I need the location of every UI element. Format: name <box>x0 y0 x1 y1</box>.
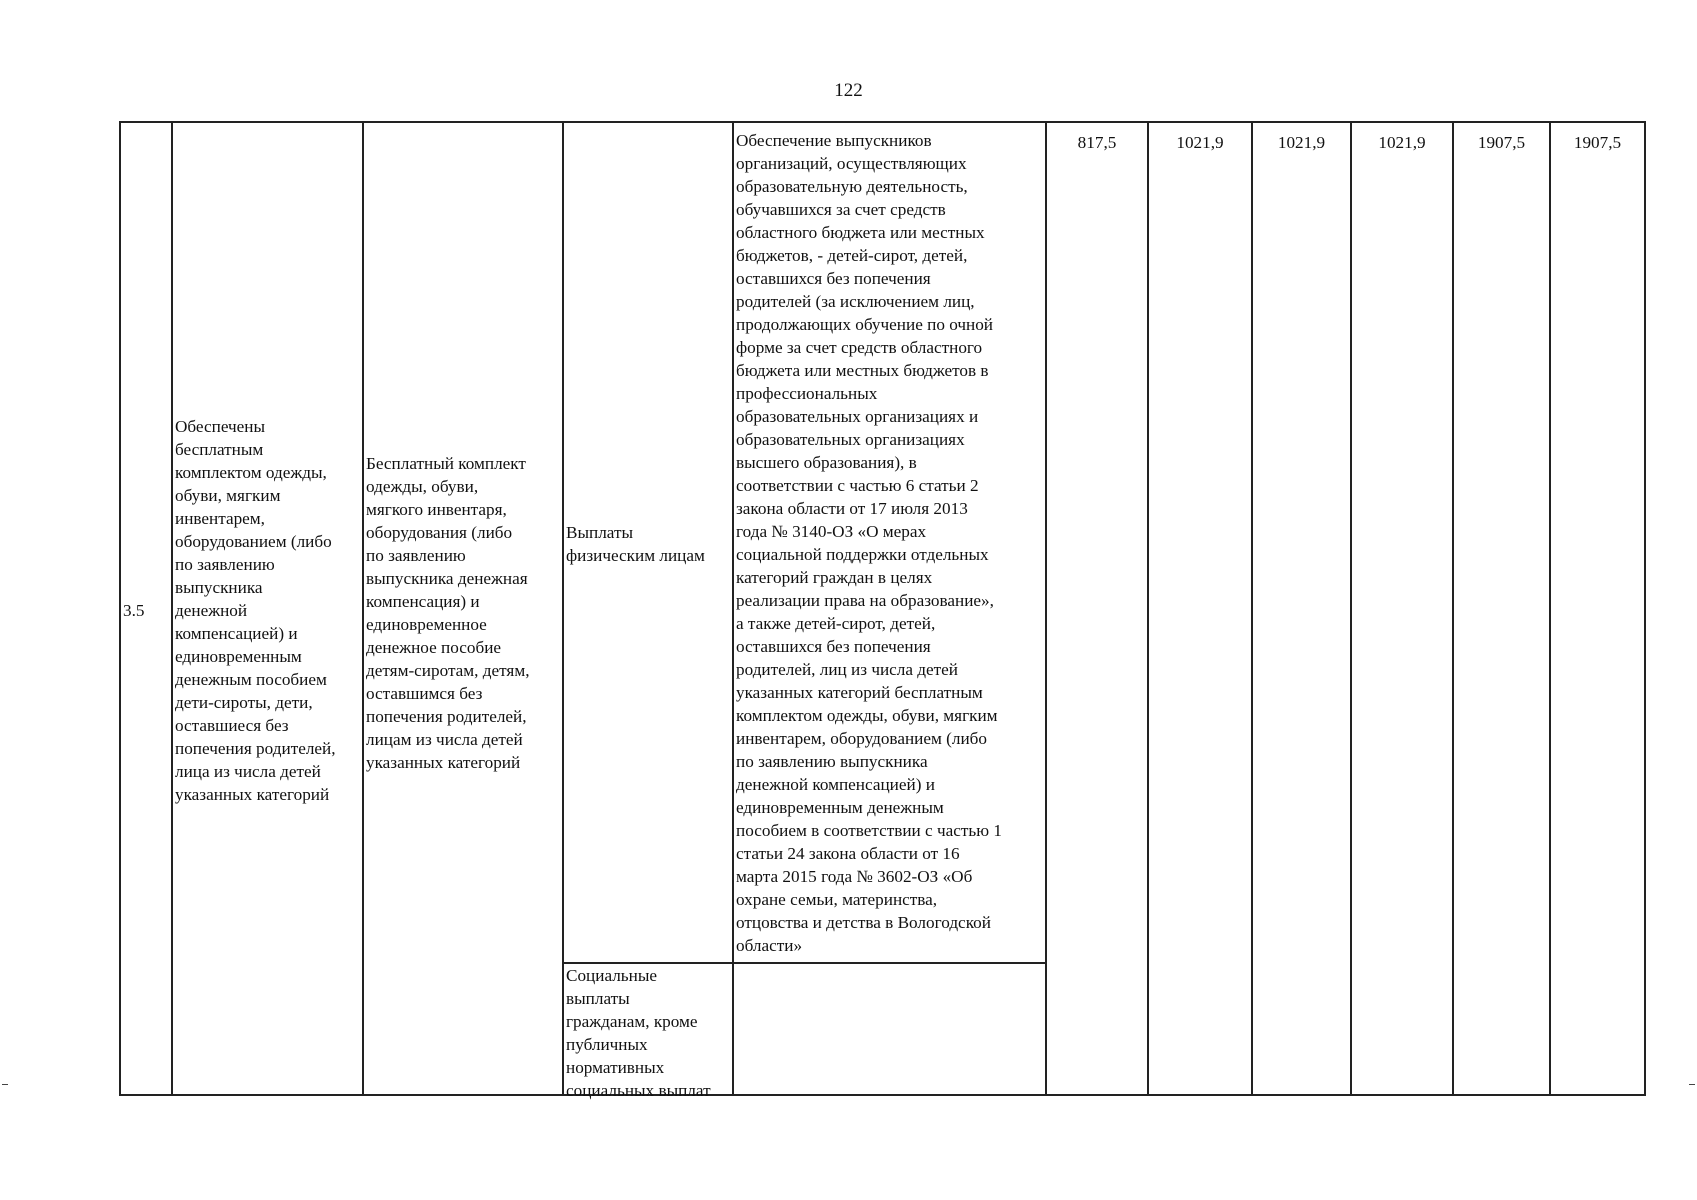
value-cell: 1021,9 <box>1277 133 1326 152</box>
page-number: 122 <box>834 80 863 101</box>
payment-type-cell: Социальные выплаты гражданам, кроме публичных нормативных социальных выплат <box>566 966 711 1100</box>
value-cell: 1907,5 <box>1477 133 1526 152</box>
scan-edge-mark <box>1689 1084 1695 1085</box>
value-cell: 1021,9 <box>1176 133 1224 152</box>
result-cell: Обеспечены бесплатным комплектом одежды, обуви, мягким инвентарем, оборудованием (либо по заявлению выпускника денежной компенсацией) и единовременным денежным пособием дети-сироты, дети, оставшиеся без попечения родителей, лица из числа детей указанных категорий <box>175 417 336 804</box>
column-divider <box>1350 123 1352 1094</box>
column-divider <box>562 123 564 1094</box>
column-divider <box>1251 123 1253 1094</box>
description-cell: Обеспечение выпускников организаций, осуществляющих образовательную деятельность, обучавшихся за счет средств областного бюджета или местных бюджетов, - детей-сирот, детей, оставшихся без попечения родителей (за исключением лиц, продолжающих обучение по очной форме за счет средств областного бюджета или местных бюджетов в профессиональных образовательных организациях и образовательных организациях высшего образования), в соответствии с частью 6 статьи 2 закона области от 17 июля 2013 года № 3140-ОЗ «О мерах социальной поддержки отдельных категорий граждан в целях реализации права на образование», а также детей-сирот, детей, оставшихся без попечения родителей, лиц из числа детей указанных категорий бесплатным комплектом одежды, обуви, мягким инвентарем, оборудованием (либо по заявлению выпускника денежной компенсацией) и единовременным денежным пособием в соответствии с частью 1 статьи 24 закона области от 16 марта 2015 года № 3602-ОЗ «Об охране семьи, материнства, отцовства и детства в Вологодской области» <box>736 131 1002 955</box>
column-divider <box>1452 123 1454 1094</box>
data-table <box>119 121 1646 1100</box>
payment-type-cell: Выплаты физическим лицам <box>566 523 705 565</box>
value-cell: 1021,9 <box>1378 133 1426 152</box>
row-index: 3.5 <box>123 601 145 620</box>
value-cell: 1907,5 <box>1573 133 1622 152</box>
column-divider <box>1147 123 1149 1094</box>
service-cell: Бесплатный комплект одежды, обуви, мягкого инвентаря, оборудования (либо по заявлению выпускника денежная компенсация) и единовременное денежное пособие детям-сиротам, детям, оставшимся без попечения родителей, лицам из числа детей указанных категорий <box>366 454 530 772</box>
scan-edge-mark <box>2 1084 8 1085</box>
column-divider <box>1549 123 1551 1094</box>
value-cell: 817,5 <box>1077 133 1117 152</box>
